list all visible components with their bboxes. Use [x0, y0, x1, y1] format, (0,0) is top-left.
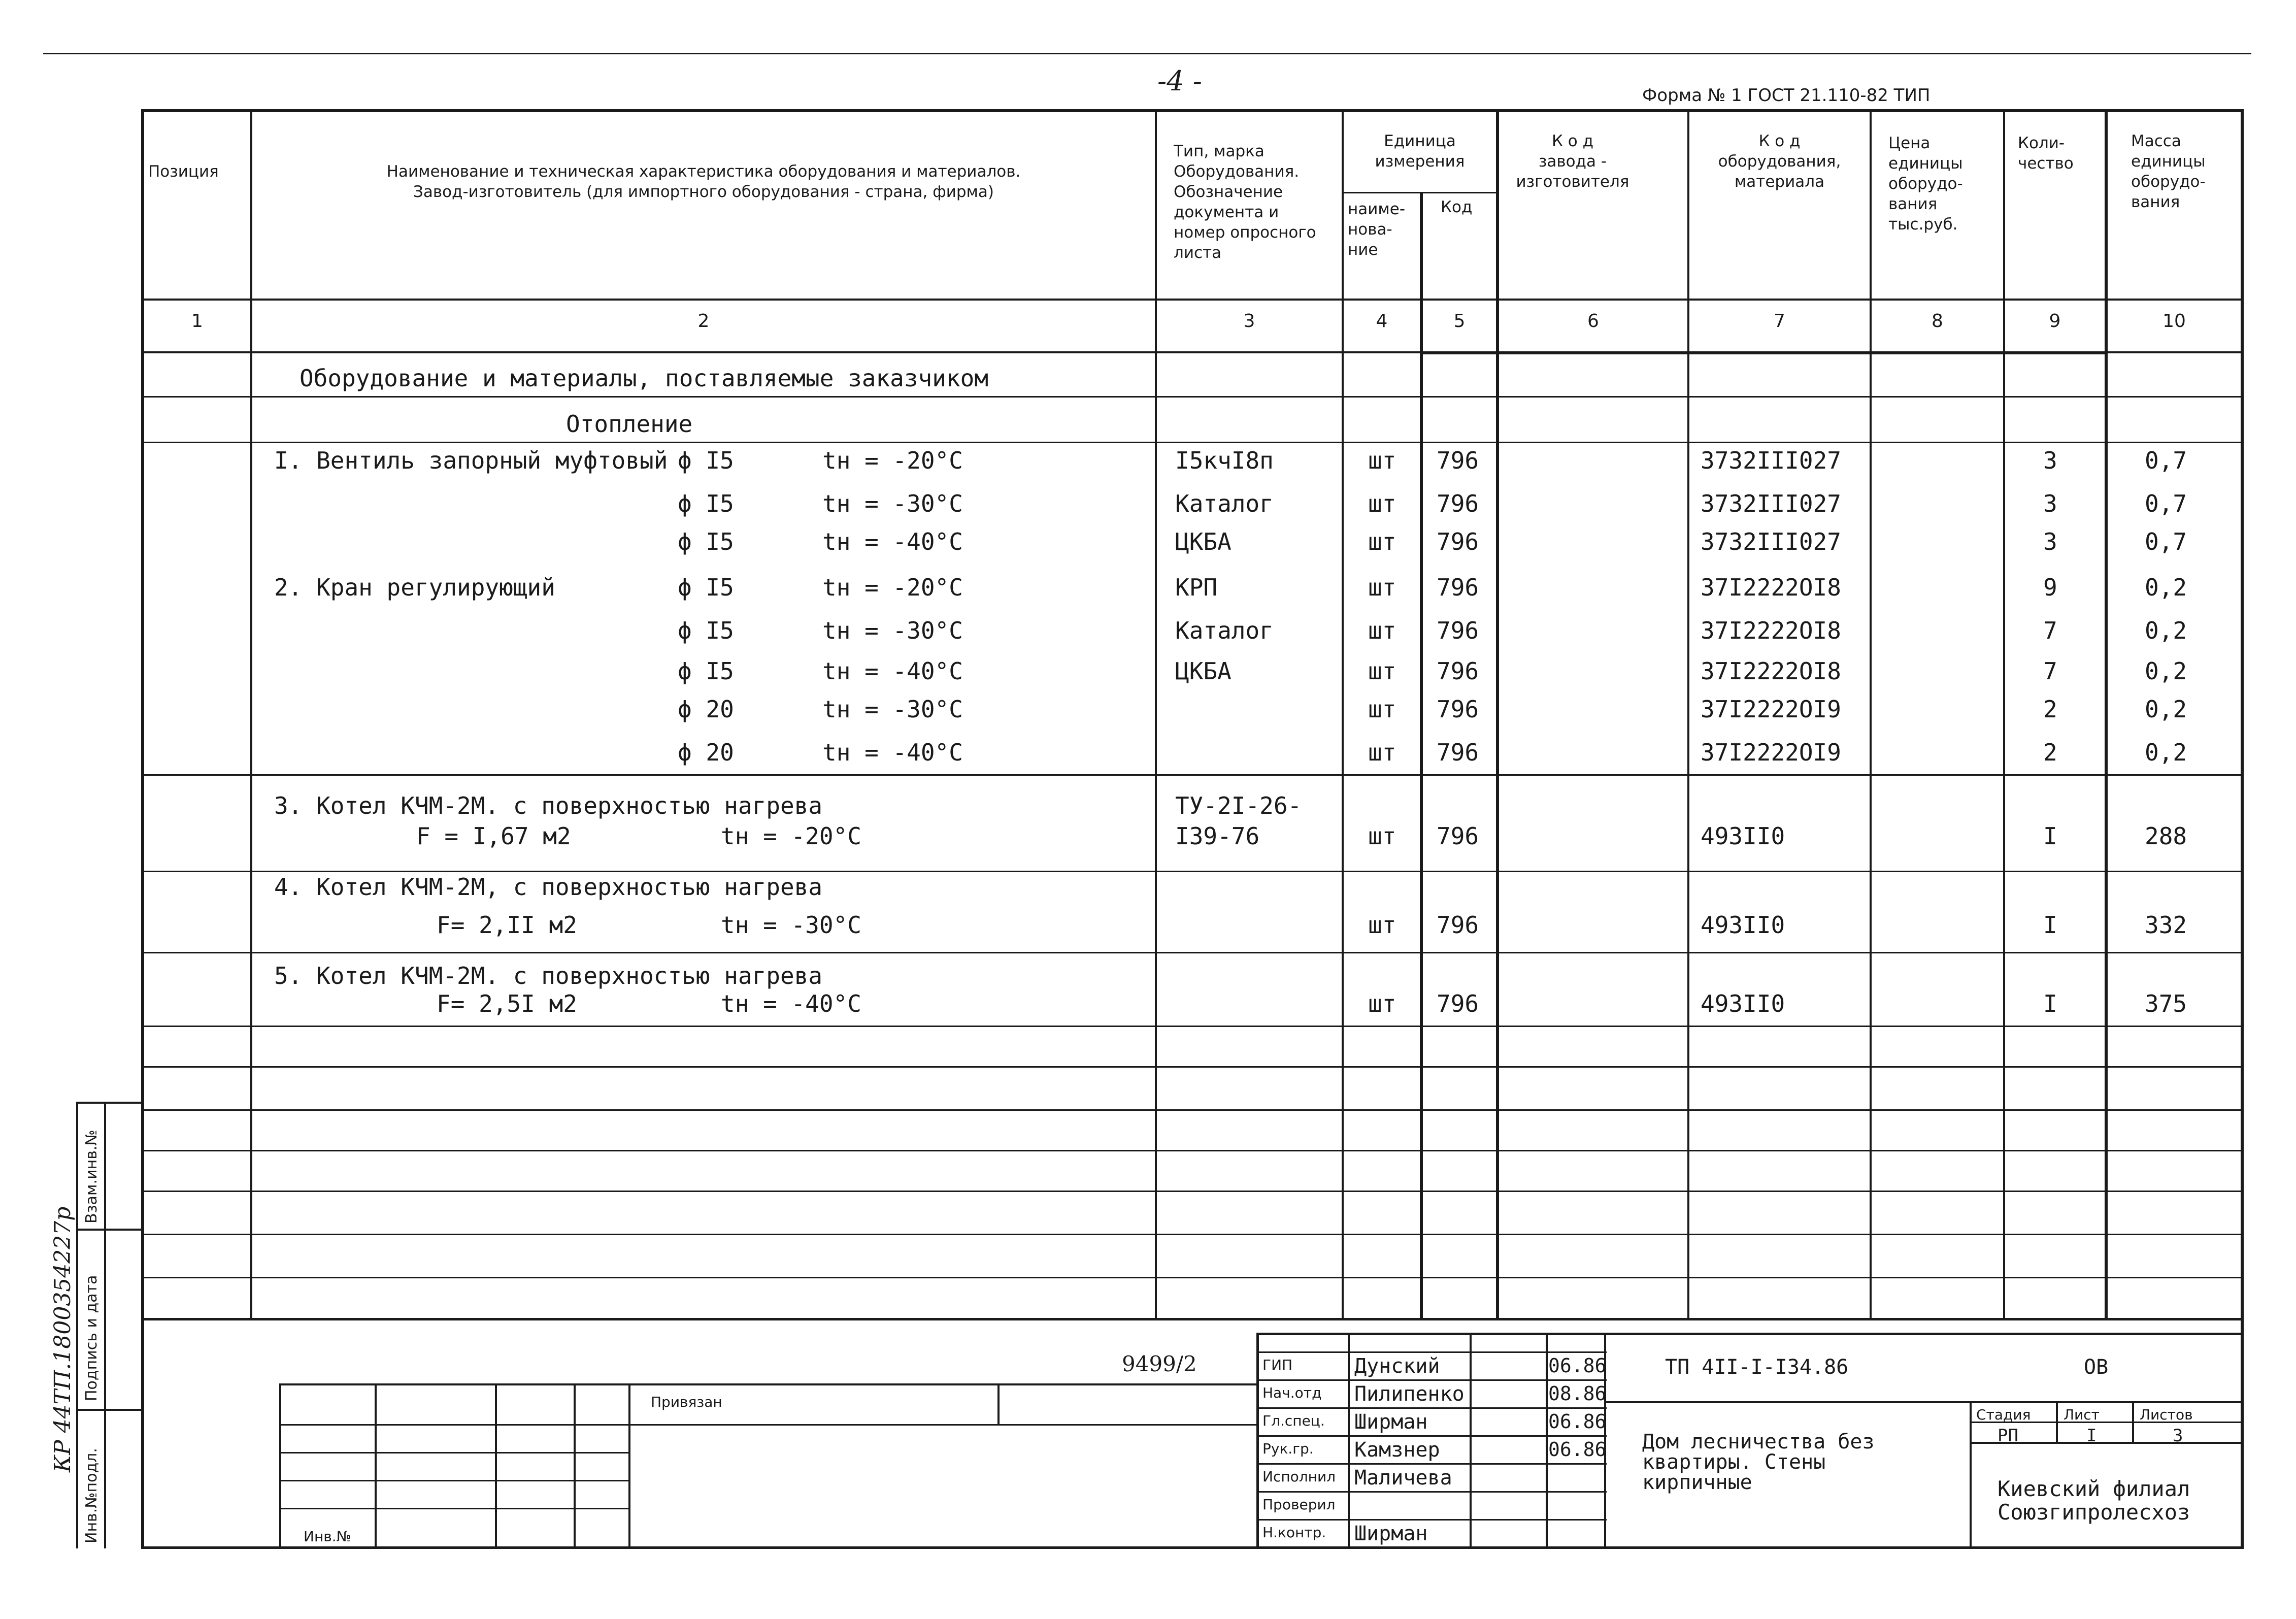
- side-box-div1: [76, 1229, 142, 1231]
- tb-left-vert5: [997, 1383, 1000, 1424]
- colnum-10: 10: [2162, 311, 2186, 332]
- header-type-l2: Оборудования.: [1174, 162, 1300, 181]
- signature-role: ГИП: [1262, 1357, 1293, 1373]
- item-diameter: ϕ 20: [678, 739, 734, 766]
- header-maker-l2: завода -: [1538, 152, 1607, 171]
- boiler-type-line1: ТУ-2I-26-: [1175, 792, 1302, 819]
- item-type: Каталог: [1175, 490, 1274, 517]
- item-mass: 0,2: [2145, 739, 2187, 766]
- row-line: [144, 1026, 2241, 1027]
- sheets-value: 3: [2173, 1426, 2183, 1446]
- header-unit-name-l3: ние: [1348, 241, 1378, 259]
- boiler-unit: шт: [1368, 911, 1396, 939]
- signature-role: Н.контр.: [1262, 1524, 1326, 1541]
- row-line: [144, 1150, 2241, 1151]
- item-diameter: ϕ I5: [678, 447, 734, 474]
- item-quantity: 3: [2043, 528, 2057, 555]
- item-name: 2. Кран регулирующий: [274, 574, 555, 601]
- boiler-area: F= 2,5I м2: [437, 990, 577, 1017]
- item-quantity: 7: [2043, 657, 2057, 685]
- organization: [1998, 1477, 2190, 1524]
- item-unit: шт: [1368, 574, 1396, 601]
- stage-label: Стадия: [1976, 1406, 2031, 1423]
- col-divider-8: [2003, 109, 2005, 1320]
- boiler-mass: 332: [2145, 911, 2187, 939]
- header-price: [1888, 133, 1963, 235]
- item-quantity: 9: [2043, 574, 2057, 601]
- row-line: [144, 1234, 2241, 1235]
- col-divider-3: [1342, 109, 1344, 1320]
- boiler-type-line2: I39-76: [1175, 822, 1260, 850]
- header-price-l4: вания: [1888, 195, 1938, 213]
- boiler-title: 4. Котел КЧМ-2М, с поверхностью нагрева: [274, 873, 823, 901]
- col-divider-9: [2105, 109, 2108, 1320]
- item-equipment-code: 37I2222OI8: [1701, 574, 1841, 601]
- sheet-value: I: [2086, 1426, 2097, 1446]
- boiler-quantity: I: [2043, 990, 2057, 1017]
- tb-left-top: [279, 1383, 1256, 1385]
- item-temperature: tн = -30°C: [822, 490, 963, 517]
- boiler-mass: 375: [2145, 990, 2187, 1017]
- col-divider-6: [1687, 109, 1689, 1320]
- item-unit-code: 796: [1437, 447, 1479, 474]
- object-desc-l3: кирпичные: [1642, 1471, 1752, 1494]
- signature-name: Камзнер: [1354, 1438, 1440, 1462]
- signature-row-line: [1256, 1491, 1607, 1493]
- boiler-area: F= 2,II м2: [437, 911, 577, 939]
- header-name: [252, 161, 1155, 202]
- header-price-l5: тыс.руб.: [1888, 215, 1958, 234]
- col-divider-2: [1155, 109, 1157, 1320]
- item-quantity: 3: [2043, 447, 2057, 474]
- boiler-area: F = I,67 м2: [416, 822, 571, 850]
- header-maker-l1: К о д: [1551, 132, 1594, 150]
- header-position: Позиция: [148, 162, 219, 181]
- colnum-3: 3: [1243, 311, 1255, 332]
- tb-left-vert2: [495, 1383, 497, 1548]
- colnum-8: 8: [1932, 311, 1943, 332]
- header-mass-l2: единицы: [2131, 152, 2206, 171]
- item-temperature: tн = -40°C: [822, 528, 963, 555]
- item-mass: 0,7: [2145, 447, 2187, 474]
- page-number: -4 -: [1157, 65, 1203, 97]
- item-unit: шт: [1368, 490, 1396, 517]
- side-label-inv-podl: Инв.№подл.: [83, 1448, 101, 1543]
- col-divider-1: [250, 109, 252, 1320]
- item-quantity: 2: [2043, 739, 2057, 766]
- project-code: ТП 4II-I-I34.86: [1665, 1356, 1849, 1379]
- item-quantity: 2: [2043, 696, 2057, 723]
- signature-role: Нач.отд: [1262, 1384, 1322, 1401]
- item-mass: 0,2: [2145, 696, 2187, 723]
- header-mass-l3: оборудо-: [2131, 173, 2206, 191]
- item-equipment-code: 37I2222OI9: [1701, 739, 1841, 766]
- signature-row-line: [1256, 1463, 1607, 1465]
- item-type: I5кчI8п: [1175, 447, 1274, 474]
- item-diameter: ϕ I5: [678, 490, 734, 517]
- boiler-equipment-code: 493II0: [1701, 911, 1785, 939]
- header-unit-name-l2: нова-: [1348, 220, 1392, 239]
- item-type: КРП: [1175, 574, 1218, 601]
- item-diameter: ϕ 20: [678, 696, 734, 723]
- signature-role: Рук.гр.: [1262, 1440, 1314, 1457]
- boiler-equipment-code: 493II0: [1701, 990, 1785, 1017]
- item-mass: 0,2: [2145, 617, 2187, 644]
- item-unit-code: 796: [1437, 528, 1479, 555]
- item-type: Каталог: [1175, 617, 1274, 644]
- tb-right-left: [1256, 1333, 1259, 1548]
- colnum-6: 6: [1587, 311, 1599, 332]
- col-divider-7: [1870, 109, 1872, 1320]
- item-diameter: ϕ I5: [678, 528, 734, 555]
- header-equip-code: [1689, 131, 1870, 192]
- table-border-top: [141, 109, 2244, 112]
- item-mass: 0,7: [2145, 490, 2187, 517]
- boiler-unit: шт: [1368, 822, 1396, 850]
- header-mass: [2131, 131, 2206, 212]
- boiler-quantity: I: [2043, 911, 2057, 939]
- header-price-l2: единицы: [1888, 154, 1963, 173]
- item-equipment-code: 3732III027: [1701, 528, 1841, 555]
- tb-left-h1: [279, 1424, 1256, 1426]
- item-diameter: ϕ I5: [678, 617, 734, 644]
- tb-right-top: [1256, 1333, 2244, 1335]
- boiler-unit: шт: [1368, 990, 1396, 1017]
- section-title: Оборудование и материалы, поставляемые заказчиком: [300, 365, 989, 392]
- item-quantity: 3: [2043, 490, 2057, 517]
- inner-frame-top: [1420, 351, 2108, 354]
- signature-row-line: [1256, 1519, 1607, 1521]
- item-equipment-code: 3732III027: [1701, 447, 1841, 474]
- tb-right-v3: [1546, 1333, 1548, 1548]
- table-border-bottom: [141, 1546, 2244, 1549]
- boiler-unit-code: 796: [1437, 822, 1479, 850]
- subsection-title: Отопление: [566, 410, 693, 438]
- signature-date: 06.86: [1548, 1354, 1607, 1377]
- form-reference: Форма № 1 ГОСТ 21.110-82 ТИП: [1642, 85, 1931, 106]
- header-qty-l2: чество: [2018, 154, 2074, 173]
- header-unit-l2: измерения: [1375, 152, 1465, 171]
- colnum-1: 1: [191, 311, 203, 332]
- signature-role: Исполнил: [1262, 1468, 1336, 1485]
- item-mass: 0,2: [2145, 657, 2187, 685]
- signature-row-line: [1256, 1435, 1607, 1437]
- boiler-mass: 288: [2145, 822, 2187, 850]
- item-temperature: tн = -40°C: [822, 739, 963, 766]
- header-type-l5: номер опросного: [1174, 223, 1316, 242]
- item-unit: шт: [1368, 696, 1396, 723]
- row-line: [144, 396, 2241, 398]
- boiler-temperature: tн = -40°C: [721, 990, 861, 1017]
- item-quantity: 7: [2043, 617, 2057, 644]
- header-name-line1: Наименование и техническая характеристика оборудования и материалов.: [386, 162, 1021, 181]
- signature-name: Пилипенко: [1354, 1382, 1465, 1406]
- col-divider-5: [1496, 109, 1499, 1320]
- boiler-title: 5. Котел КЧМ-2М. с поверхностью нагрева: [274, 962, 823, 989]
- item-equipment-code: 37I2222OI8: [1701, 657, 1841, 685]
- header-qty-l1: Коли-: [2018, 134, 2065, 152]
- item-unit: шт: [1368, 528, 1396, 555]
- row-line: [144, 1066, 2241, 1068]
- item-unit-code: 796: [1437, 490, 1479, 517]
- item-type: ЦКБА: [1175, 657, 1232, 685]
- row-line: [144, 442, 2241, 443]
- item-name: I. Вентиль запорный муфтовый: [274, 447, 668, 474]
- inv-label: Инв.№: [304, 1528, 351, 1545]
- tb-left-vert0: [279, 1383, 281, 1548]
- colnum-9: 9: [2049, 311, 2061, 332]
- sheets-label: Листов: [2140, 1406, 2193, 1423]
- header-type-l1: Тип, марка: [1174, 142, 1265, 160]
- item-unit-code: 796: [1437, 574, 1479, 601]
- boiler-temperature: tн = -30°C: [721, 911, 861, 939]
- signature-row-line: [1256, 1351, 1607, 1353]
- header-equip-l2: оборудования,: [1718, 152, 1841, 171]
- side-box-left: [76, 1102, 78, 1548]
- org-l1: Киевский филиал: [1998, 1476, 2190, 1501]
- signature-role: Проверил: [1262, 1496, 1336, 1513]
- side-box-mid: [104, 1102, 106, 1548]
- side-box-div2: [76, 1409, 142, 1411]
- boiler-quantity: I: [2043, 822, 2057, 850]
- signature-name: Маличева: [1354, 1466, 1452, 1490]
- item-unit-code: 796: [1437, 617, 1479, 644]
- header-type: [1174, 141, 1316, 263]
- colnum-2: 2: [697, 311, 710, 332]
- header-type-l4: документа и: [1174, 203, 1279, 221]
- side-box-top: [76, 1102, 142, 1104]
- header-equip-l3: материала: [1734, 173, 1825, 191]
- item-unit-code: 796: [1437, 657, 1479, 685]
- row-line: [144, 1277, 2241, 1278]
- tb-left-vert1: [375, 1383, 377, 1548]
- item-unit-code: 796: [1437, 696, 1479, 723]
- signature-name: Ширман: [1354, 1522, 1428, 1545]
- item-equipment-code: 37I2222OI8: [1701, 617, 1841, 644]
- header-unit-name-l1: наиме-: [1348, 200, 1406, 218]
- tb-right-h-project: [1604, 1401, 2244, 1403]
- item-unit-code: 796: [1437, 739, 1479, 766]
- row-line: [144, 952, 2241, 953]
- tb-right-v5: [1970, 1401, 1972, 1548]
- unit-subheader-line: [1342, 192, 1498, 193]
- tb-left-h2: [279, 1452, 629, 1453]
- header-type-l3: Обозначение: [1174, 183, 1283, 201]
- tb-left-vert3: [574, 1383, 576, 1548]
- signature-row-line: [1256, 1407, 1607, 1409]
- row-line: [144, 871, 2241, 872]
- side-label-vzam: Взам.инв.№: [83, 1130, 101, 1224]
- signature-date: 06.86: [1548, 1438, 1607, 1461]
- item-unit: шт: [1368, 447, 1396, 474]
- item-equipment-code: 3732III027: [1701, 490, 1841, 517]
- item-temperature: tн = -20°C: [822, 447, 963, 474]
- tb-left-h4: [279, 1508, 629, 1509]
- header-qty: [2018, 133, 2074, 174]
- boiler-unit-code: 796: [1437, 911, 1479, 939]
- item-unit: шт: [1368, 617, 1396, 644]
- header-unit: [1344, 131, 1496, 172]
- item-mass: 0,7: [2145, 528, 2187, 555]
- signature-date: 06.86: [1548, 1410, 1607, 1433]
- tb-left-h3: [279, 1480, 629, 1481]
- item-type: ЦКБА: [1175, 528, 1232, 555]
- signature-date: 08.86: [1548, 1382, 1607, 1405]
- item-temperature: tн = -30°C: [822, 617, 963, 644]
- colnum-4: 4: [1376, 311, 1388, 332]
- boiler-title: 3. Котел КЧМ-2М. с поверхностью нагрева: [274, 792, 823, 819]
- item-temperature: tн = -20°C: [822, 574, 963, 601]
- header-equip-l1: К о д: [1758, 132, 1801, 150]
- item-diameter: ϕ I5: [678, 657, 734, 685]
- boiler-unit-code: 796: [1437, 990, 1479, 1017]
- row-line: [144, 1109, 2241, 1111]
- item-temperature: tн = -30°C: [822, 696, 963, 723]
- object-desc-l1: Дом лесничества без: [1642, 1430, 1875, 1453]
- item-equipment-code: 37I2222OI9: [1701, 696, 1841, 723]
- privyazan-label: Привязан: [651, 1394, 722, 1410]
- side-label-podpis: Подпись и дата: [83, 1275, 101, 1401]
- item-mass: 0,2: [2145, 574, 2187, 601]
- colnum-row-top: [141, 299, 2244, 301]
- table-body-bottom: [141, 1318, 2244, 1320]
- header-unit-l1: Единица: [1384, 132, 1456, 150]
- header-mass-l4: вания: [2131, 193, 2180, 211]
- boiler-temperature: tн = -20°C: [721, 822, 861, 850]
- doc-mark: ОВ: [2084, 1356, 2109, 1379]
- tb-right-v1: [1348, 1333, 1350, 1548]
- header-type-l6: листа: [1174, 244, 1222, 262]
- header-mass-l1: Масса: [2131, 132, 2181, 150]
- row-line: [144, 774, 2241, 776]
- header-unit-code: Код: [1441, 198, 1473, 216]
- signature-name: Дунский: [1354, 1354, 1440, 1378]
- object-description: [1642, 1432, 1875, 1493]
- header-maker-code: [1499, 131, 1646, 192]
- org-l2: Союзгипролесхоз: [1998, 1500, 2190, 1525]
- sheet-label: Лист: [2064, 1406, 2100, 1423]
- item-temperature: tн = -40°C: [822, 657, 963, 685]
- item-diameter: ϕ I5: [678, 574, 734, 601]
- signature-row-line: [1256, 1379, 1607, 1381]
- tb-right-v2: [1470, 1333, 1472, 1548]
- header-maker-l3: изготовителя: [1516, 173, 1629, 191]
- header-unit-name: [1348, 199, 1405, 260]
- colnum-5: 5: [1453, 311, 1466, 332]
- item-unit: шт: [1368, 739, 1396, 766]
- header-name-line2: Завод-изготовитель (для импортного оборудования - страна, фирма): [413, 183, 994, 201]
- tb-left-vert4: [628, 1383, 630, 1548]
- colnum-7: 7: [1774, 311, 1785, 332]
- doc-number: 9499/2: [1122, 1351, 1197, 1376]
- stage-value: РП: [1998, 1426, 2018, 1446]
- side-cipher: КР 44ТП.1800354227р: [50, 1206, 76, 1472]
- top-rule: [43, 53, 2251, 54]
- item-unit: шт: [1368, 657, 1396, 685]
- row-line: [144, 1191, 2241, 1192]
- header-price-l3: оборудо-: [1888, 175, 1963, 193]
- header-price-l1: Цена: [1888, 134, 1931, 152]
- signature-role: Гл.спец.: [1262, 1412, 1325, 1429]
- object-desc-l2: квартиры. Стены: [1642, 1450, 1826, 1474]
- boiler-equipment-code: 493II0: [1701, 822, 1785, 850]
- signature-name: Ширман: [1354, 1410, 1428, 1434]
